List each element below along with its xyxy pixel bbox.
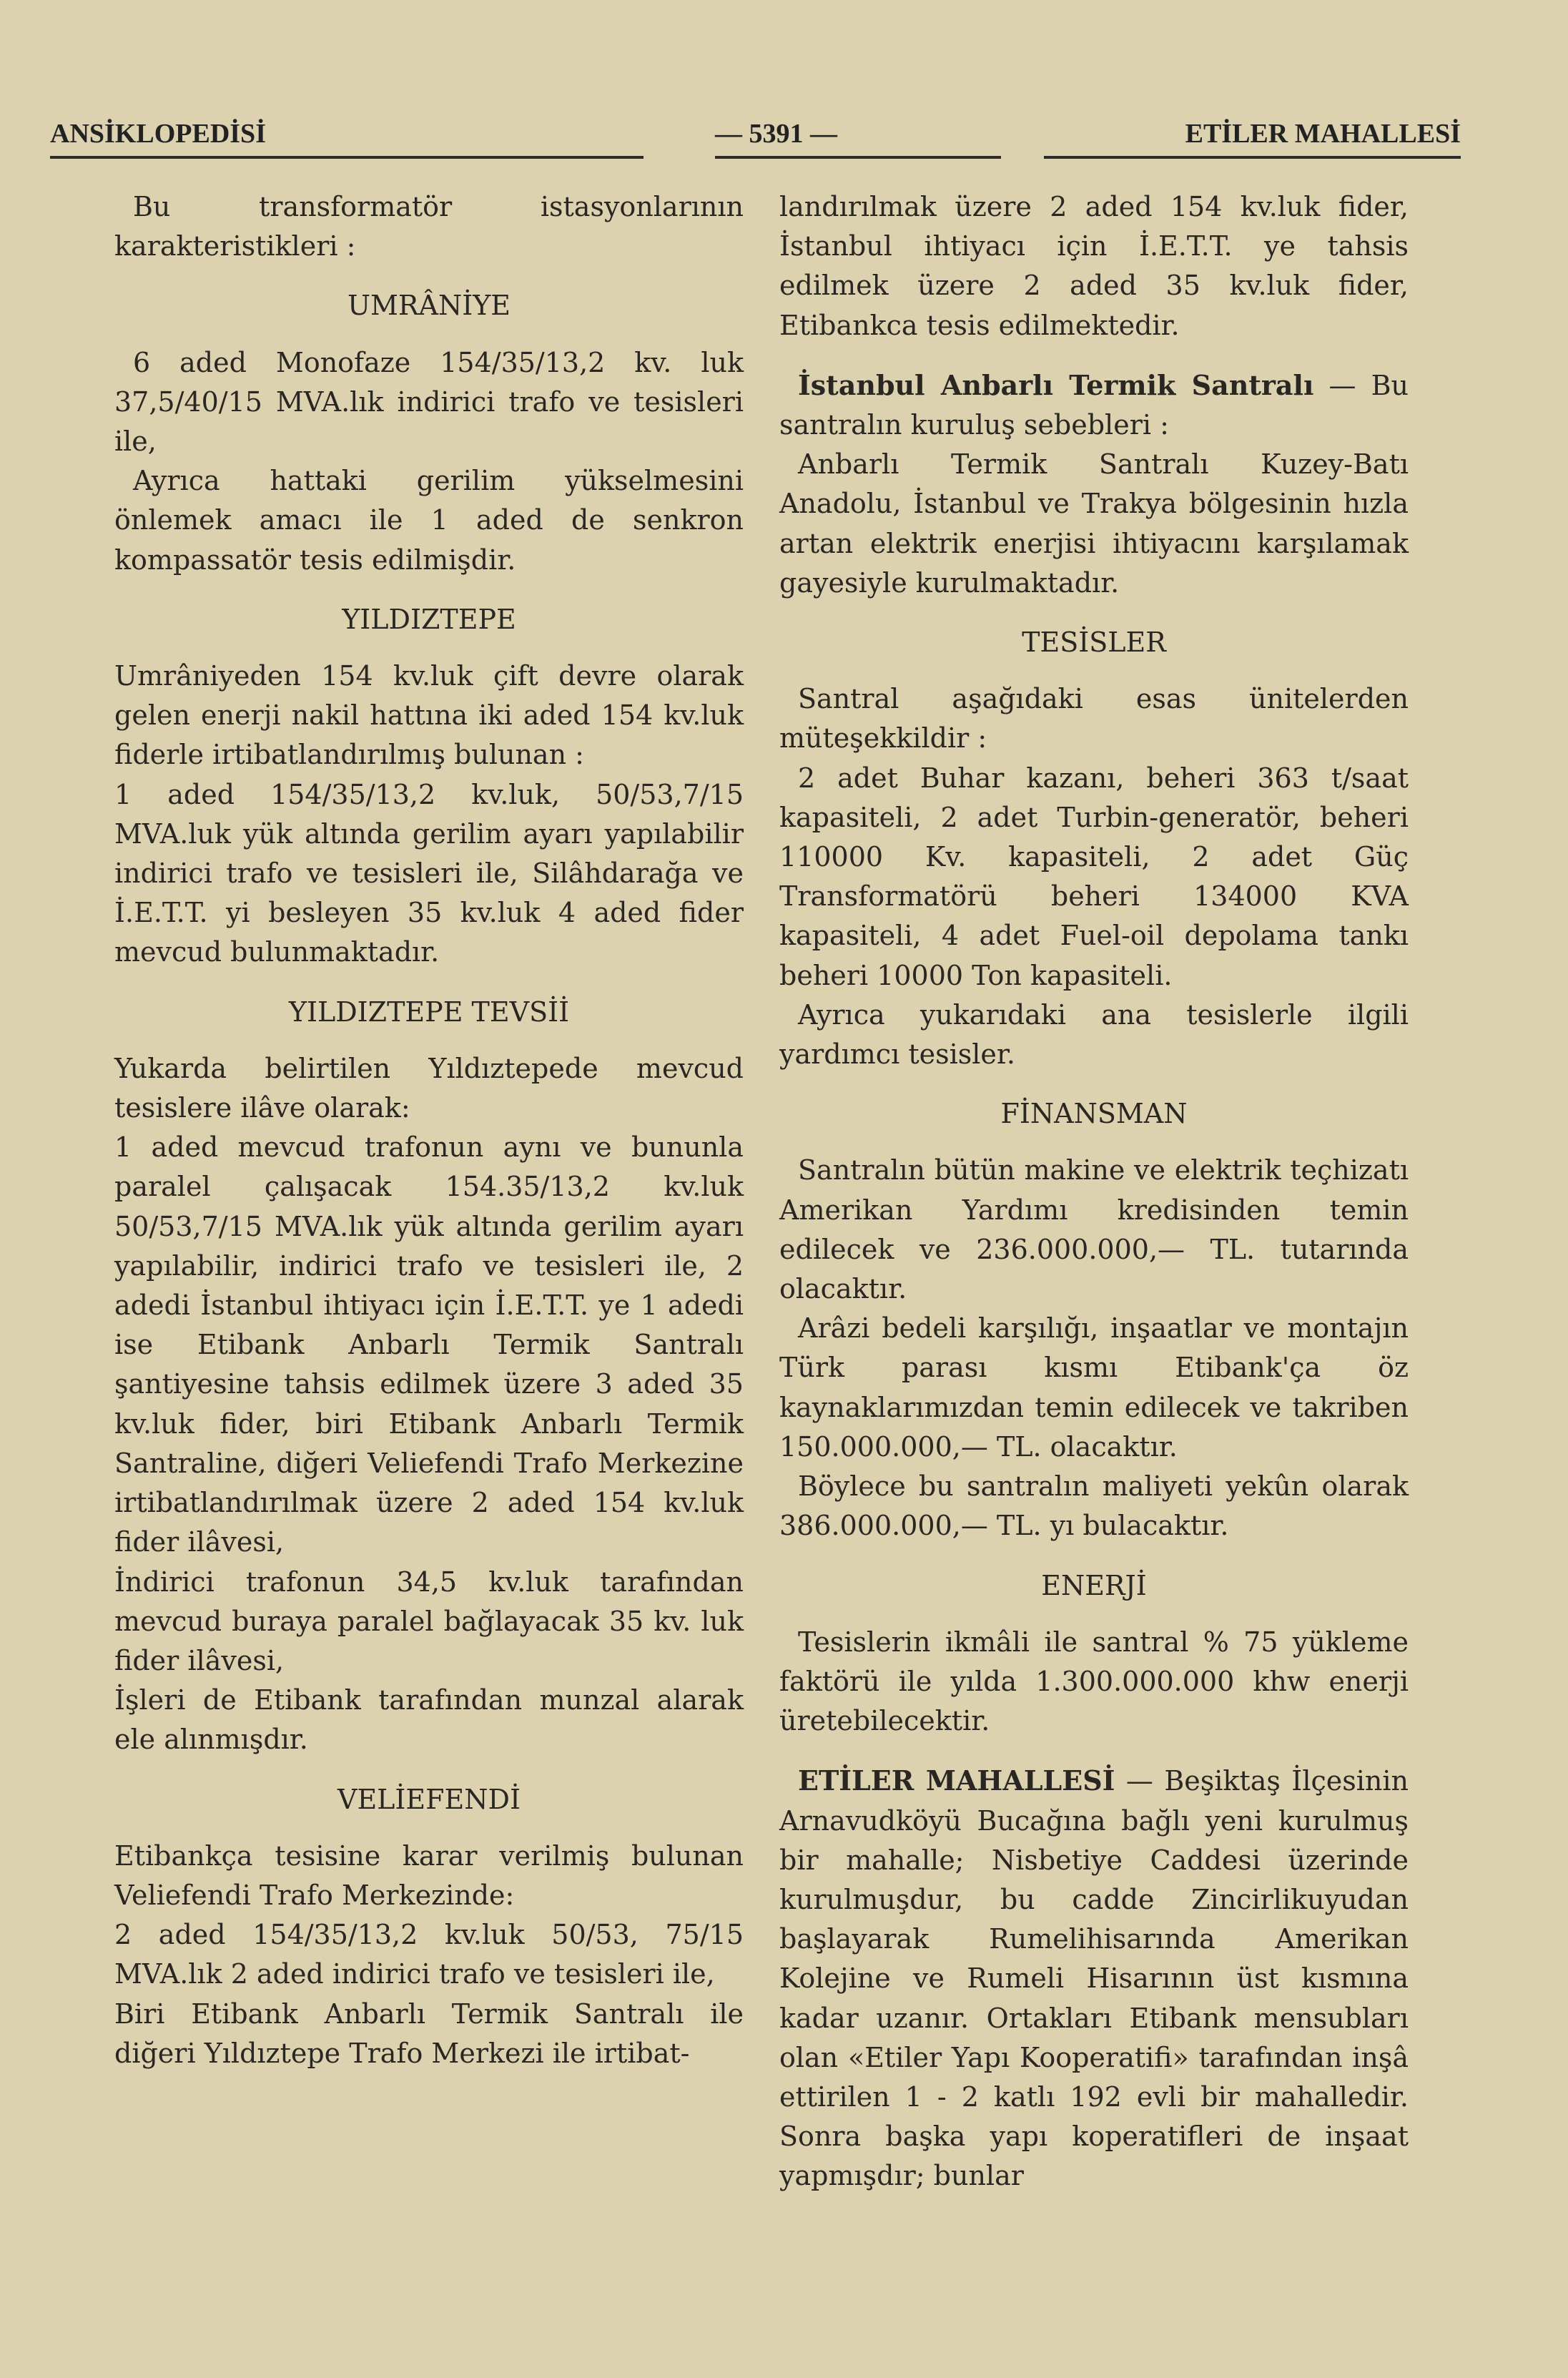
paragraph: Böylece bu santralın maliyeti yekûn olarak 386.000.000,— TL. yı bulacaktır. — [779, 1470, 1409, 1542]
paragraph: 2 aded 154/35/13,2 kv.luk 50/53, 75/15 MVA.lık 2 aded indirici trafo ve tesisleri ile, — [114, 1919, 744, 1990]
paragraph: Etibankça tesisine karar verilmiş bulunan Veliefendi Trafo Merkezinde: — [114, 1839, 744, 1911]
paragraph: 1 aded mevcud trafonun aynı ve bununla paralel çalışacak 154.35/13,2 kv.luk 50/53,7/15 MVA.lık yük altında gerilim ayarı yapılabilir, indirici trafo ve tesisleri ile, 2 adedi İstanbul ihtiyacı için İ.E.T.T. ye 1 adedi ise Etibank Anbarlı Termik Santralı şantiyesine tahsis edilmek üzere 3 aded 35 kv.luk fider, biri Etibank Anbarlı Termik Santraline, diğeri Veliefendi Trafo Merkezine irtibatlandırılmak üzere 2 aded 154 kv.luk fider ilâvesi, — [114, 1131, 744, 1558]
header-rule-right — [1044, 156, 1461, 159]
section-heading: VELİEFENDİ — [337, 1783, 521, 1815]
paragraph: 6 aded Monofaze 154/35/13,2 kv. luk 37,5/40/15 MVA.lık indirici trafo ve tesisleri ile, — [114, 346, 744, 458]
header-rule-center — [715, 156, 1001, 159]
page-header — [50, 118, 1461, 154]
left-column — [114, 187, 744, 2073]
paragraph: Arâzi bedeli karşılığı, inşaatlar ve montajın Türk parası kısmı Etibank'ça öz kaynaklarımızdan temin edilecek ve takriben 150.000.000,— TL. olacaktır. — [779, 1312, 1409, 1463]
paragraph: 2 adet Buhar kazanı, beheri 363 t/saat kapasiteli, 2 adet Turbin-generatör, beheri 110000 Kv. kapasiteli, 2 adet Güç Transformatörü beheri 134000 KVA kapasiteli, 4 adet Fuel-oil depolama tankı beheri 10000 Ton kapasiteli. — [779, 762, 1409, 991]
entry-title: ETİLER MAHALLESİ — [798, 1764, 1115, 1797]
section-heading: YILDIZTEPE TEVSİİ — [288, 996, 570, 1028]
paragraph: Santral aşağıdaki esas ünitelerden müteşekkildir : — [779, 683, 1409, 755]
paragraph: Ayrıca yukarıdaki ana tesislerle ilgili yardımcı tesisler. — [779, 998, 1409, 1071]
paragraph — [779, 1761, 1409, 2196]
section-heading: UMRÂNİYE — [347, 290, 511, 322]
paragraph: Ayrıca hattaki gerilim yükselmesini önlemek amacı ile 1 aded de senkron kompassatör tesis edilmişdir. — [114, 465, 744, 576]
paragraph: Santralın bütün makine ve elektrik teçhizatı Amerikan Yardımı kredisinden temin edilecek ve 236.000.000,— TL. tutarında olacaktır. — [779, 1154, 1409, 1305]
paragraph — [779, 365, 1409, 445]
paragraph: Yukarda belirtilen Yıldıztepede mevcud tesislere ilâve olarak: — [114, 1052, 744, 1124]
header-left: ANSİKLOPEDİSİ — [50, 119, 266, 149]
page-number: — 5391 — — [715, 119, 837, 149]
section-heading: TESİSLER — [1022, 627, 1166, 659]
paragraph: İşleri de Etibank tarafından munzal alarak ele alınmışdır. — [114, 1684, 744, 1756]
section-heading: ENERJİ — [1041, 1569, 1147, 1601]
paragraph: Umrâniyeden 154 kv.luk çift devre olarak gelen enerji nakil hattına iki aded 154 kv.luk fiderle irtibatlandırılmış bulunan : — [114, 660, 744, 771]
paragraph: Anbarlı Termik Santralı Kuzey-Batı Anadolu, İstanbul ve Trakya bölgesinin hızla artan elektrik enerjisi ihtiyacını karşılamak gayesiyle kurulmaktadır. — [779, 448, 1409, 599]
entry-text: — Beşiktaş İlçesinin Arnavudköyü Bucağına bağlı yeni kurulmuş bir mahalle; Nisbetiye Caddesi üzerinde kurulmuşdur, bu cadde Zincirlikuyudan başlayarak Rumelihisarında Amerikan Kolejine ve Rumeli Hisarının üst kısmına kadar uzanır. Ortakları Etibank mensubları olan «Etiler Yapı Kooperatifi» tarafından inşâ ettirilen 1 - 2 katlı 192 evli bir mahalledir. Sonra başka yapı koperatifleri de inşaat yapmışdır; bunlar — [779, 1765, 1409, 2192]
right-column — [779, 187, 1409, 2196]
paragraph: İndirici trafonun 34,5 kv.luk tarafından mevcud buraya paralel bağlayacak 35 kv. luk fider ilâvesi, — [114, 1566, 744, 1676]
paragraph: Biri Etibank Anbarlı Termik Santralı ile diğeri Yıldıztepe Trafo Merkezi ile irtibat- — [114, 1998, 744, 2069]
entry-title: İstanbul Anbarlı Termik Santralı — [798, 368, 1314, 401]
section-heading: YILDIZTEPE — [342, 603, 516, 635]
paragraph: 1 aded 154/35/13,2 kv.luk, 50/53,7/15 MVA.luk yük altında gerilim ayarı yapılabilir indirici trafo ve tesisleri ile, Silâhdarağa ve İ.E.T.T. yi besleyen 35 kv.luk 4 aded fider mevcud bulunmaktadır. — [114, 778, 744, 968]
section-heading: FİNANSMAN — [1000, 1098, 1188, 1130]
paragraph: Bu transformatör istasyonlarının karakteristikleri : — [114, 191, 744, 262]
paragraph: Tesislerin ikmâli ile santral % 75 yükleme faktörü ile yılda 1.300.000.000 khw enerji üretebilecektir. — [779, 1626, 1409, 1737]
header-right: ETİLER MAHALLESİ — [1185, 119, 1461, 149]
header-rule-left — [50, 156, 644, 159]
paragraph: landırılmak üzere 2 aded 154 kv.luk fider, İstanbul ihtiyacı için İ.E.T.T. ye tahsis edilmek üzere 2 aded 35 kv.luk fider, Etibankca tesis edilmektedir. — [779, 191, 1409, 341]
entry-text: — Bu santralın kuruluş sebebleri : — [779, 369, 1409, 441]
